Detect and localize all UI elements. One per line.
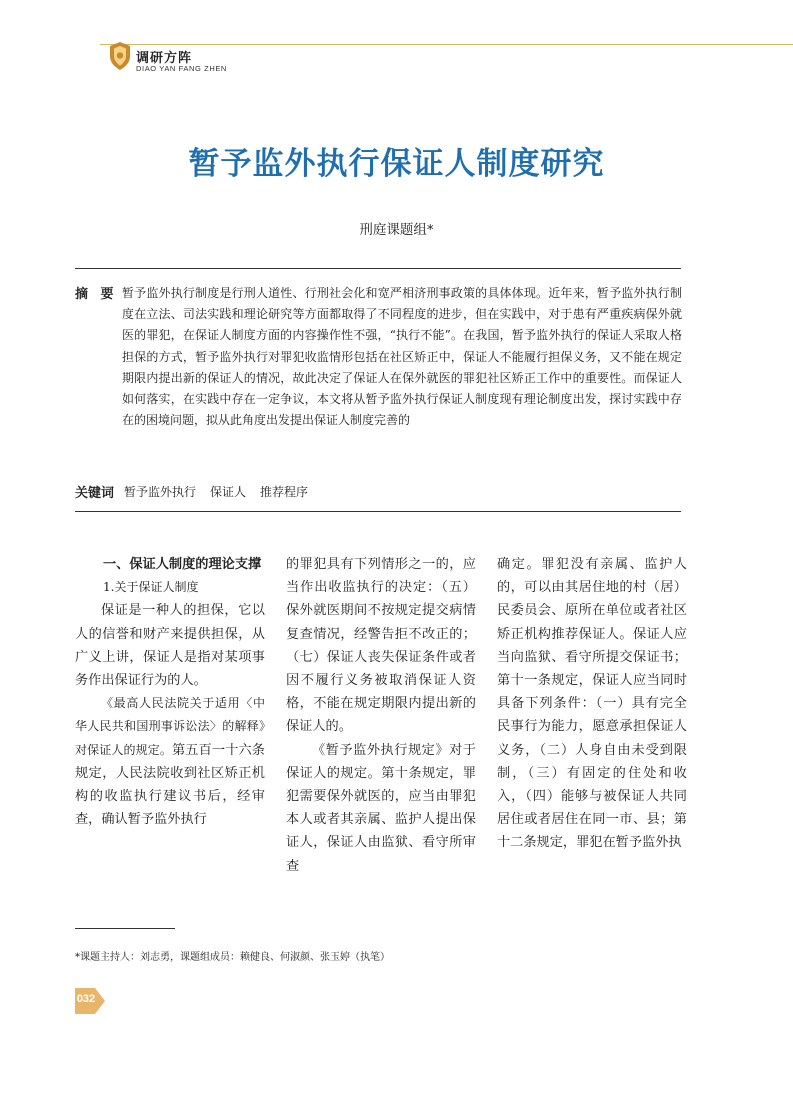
footnote-rule: [75, 928, 175, 929]
article-author: 刑庭课题组*: [359, 222, 434, 238]
keywords-bottom-rule: [75, 511, 681, 512]
section-heading: 一、保证人制度的理论支撑: [103, 557, 262, 572]
keyword: 推荐程序: [260, 485, 309, 499]
abstract-label: 摘 要: [75, 287, 118, 302]
header-rule: [100, 44, 793, 45]
body-text: 第五百一十六条规定，人民法院收到社区矫正机构的收监执行建议书后，经审查，确认暂予监外执行: [75, 742, 265, 828]
body-paragraph: 《暂予监外执行规定》对于保证人的规定。第十条规定，罪犯需要保外就医的，应当由罪犯本人或者其亲属、监护人提出保证人，保证人由监狱、看守所审查: [286, 742, 476, 874]
body-paragraph: 保证是一种人的担保，它以人的信誉和财产来提供担保，从广义上讲，保证人是指对某项事务作出保证行为的人。: [75, 603, 265, 689]
keywords-label: 关键词: [75, 486, 115, 501]
body-paragraph: [75, 692, 265, 831]
brand-name-pinyin: DIAO YAN FANG ZHEN: [136, 64, 227, 73]
citation-text: 《最高人民法院关于适用〈中华人民共和国刑事诉讼法〉的解释》对保证人的规定。: [75, 696, 265, 757]
article-title: 暂予监外执行保证人制度研究: [188, 146, 605, 182]
body-paragraph: 的罪犯具有下列情形之一的，应当作出收监执行的决定：（五）保外就医期间不按规定提交病情复查情况，经警告拒不改正的；（七）保证人丧失保证条件或者因不履行义务被取消保证人资格，不能在规定期限内提出新的保证人的。: [286, 557, 476, 735]
abstract-text: 暂予监外执行制度是行刑人道性、行刑社会化和宽严相济刑事政策的具体体现。近年来，暂予监外执行制度在立法、司法实践和理论研究等方面都取得了不同程度的进步，但在实践中，对于患有严重疾病保外就医的罪犯，在保证人制度方面的内容操作性不强，“执行不能”。在我国，暂予监外执行的保证人采取人格担保的方式，暂予监外执行对罪犯收监情形包括在社区矫正中，保证人不能履行担保义务，又不能在规定期限内提出新的保证人的情况，故此决定了保证人在保外就医的罪犯社区矫正工作中的重要性。而保证人如何落实，在实践中存在一定争议，本文将从暂予监外执行保证人制度现有理论制度出发，探讨实践中存在的困境问题，拟从此角度出发提出保证人制度完善的: [122, 286, 682, 428]
body-paragraph: 确定。罪犯没有亲属、监护人的，可以由其居住地的村（居）民委员会、原所在单位或者社区矫正机构推荐保证人。保证人应当向监狱、看守所提交保证书；第十一条规定，保证人应当同时具备下列条件：（一）具有完全民事行为能力，愿意承担保证人义务，（二）人身自由未受到限制，（三）有固定的住处和收入，（四）能够与被保证人共同居住或者居住在同一市、县；第十二条规定，罪犯在暂予监外执: [497, 557, 687, 851]
brand-name: 调研方阵: [136, 51, 193, 66]
keyword: 暂予监外执行: [124, 485, 197, 499]
body-column-2: [286, 553, 476, 878]
keywords-list: [124, 483, 308, 500]
abstract-top-rule: [75, 268, 681, 269]
body-column-3: [497, 553, 687, 855]
subsection-heading: 1.关于保证人制度: [103, 580, 199, 595]
page-number: 032: [76, 993, 96, 1005]
keyword: 保证人: [210, 485, 247, 499]
body-column-1: [75, 553, 265, 831]
footnote: *课题主持人：刘志勇，课题组成员：赖健良、何淑颜、张玉婷（执笔）: [75, 952, 390, 963]
logo-shield-icon: [108, 41, 132, 71]
